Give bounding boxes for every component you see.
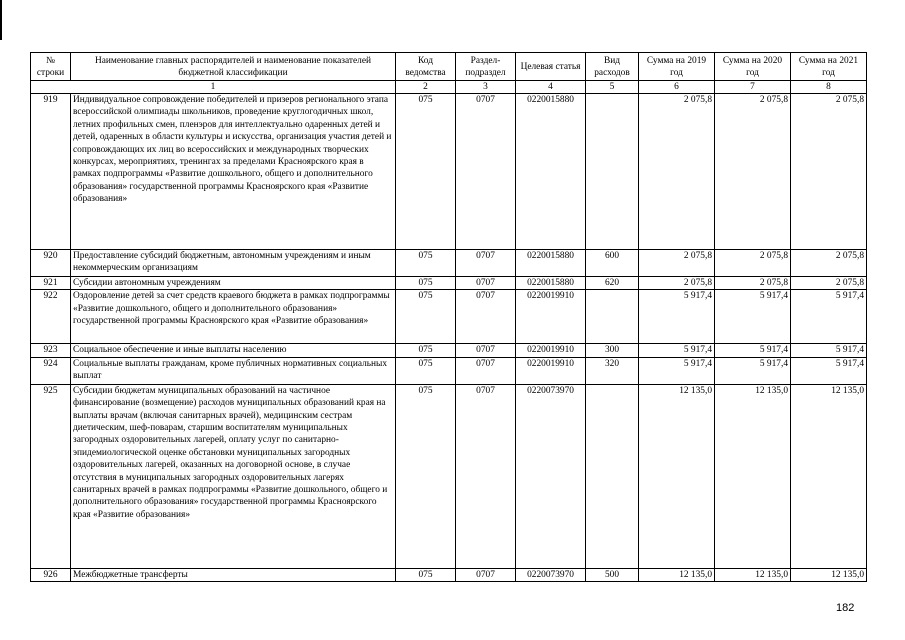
table-row: [31, 357, 867, 384]
header-cell: Вид расходов: [586, 53, 639, 81]
section-code: 0707: [456, 250, 516, 277]
row-name: Субсидии бюджетам муниципальных образований на частичное финансирование (возмещение) расходов муниципальных образований края на выплаты врачам (включая санитарных врачей), медицинским сестрам диетическим, шеф-поварам, старшим воспитателям муниципальных загородных оздоровительных лагерей, оплату услуг по санитарно-эпидемиологической оценке обстановки муниципальных загородных оздоровительных лагерей, оказанных на договорной основе, в случае отсутствия в муниципальных загородных оздоровительных лагерях санитарных врачей в рамках подпрограммы «Развитие дошкольного, общего и дополнительного образования» государственной программы Красноярского края «Развитие образования»: [71, 384, 396, 568]
amount-2020: 2 075,8: [715, 250, 791, 277]
section-code: 0707: [456, 384, 516, 568]
expense-type: [586, 290, 639, 344]
dept-code: 075: [396, 357, 456, 384]
dept-code: 075: [396, 344, 456, 357]
target-code: 0220019910: [516, 344, 586, 357]
row-number: 924: [31, 357, 71, 384]
section-code: 0707: [456, 568, 516, 581]
table-row: [31, 290, 867, 344]
amount-2020: 12 135,0: [715, 384, 791, 568]
table-row: [31, 344, 867, 357]
table-row: [31, 277, 867, 290]
section-code: 0707: [456, 290, 516, 344]
expense-type: [586, 94, 639, 250]
amount-2019: 12 135,0: [639, 384, 715, 568]
row-name: Субсидии автономным учреждениям: [71, 277, 396, 290]
column-number: 8: [791, 81, 867, 94]
target-code: 0220019910: [516, 357, 586, 384]
column-number: 4: [516, 81, 586, 94]
header-cell: Сумма на 2019 год: [639, 53, 715, 81]
target-code: 0220073970: [516, 384, 586, 568]
row-number: 923: [31, 344, 71, 357]
column-number: 5: [586, 81, 639, 94]
column-number: 6: [639, 81, 715, 94]
header-cell: Раздел-подраздел: [456, 53, 516, 81]
row-number: 926: [31, 568, 71, 581]
amount-2021: 5 917,4: [791, 344, 867, 357]
section-code: 0707: [456, 344, 516, 357]
dept-code: 075: [396, 568, 456, 581]
amount-2019: 2 075,8: [639, 277, 715, 290]
row-name: Социальные выплаты гражданам, кроме публичных нормативных социальных выплат: [71, 357, 396, 384]
row-name: Социальное обеспечение и иные выплаты населению: [71, 344, 396, 357]
target-code: 0220019910: [516, 290, 586, 344]
row-number: 922: [31, 290, 71, 344]
expense-type: 500: [586, 568, 639, 581]
budget-table: [30, 52, 867, 582]
dept-code: 075: [396, 94, 456, 250]
row-number: 925: [31, 384, 71, 568]
row-name: Предоставление субсидий бюджетным, автономным учреждениям и иным некоммерческим организациям: [71, 250, 396, 277]
amount-2019: 5 917,4: [639, 357, 715, 384]
table-row: [31, 250, 867, 277]
dept-code: 075: [396, 290, 456, 344]
dept-code: 075: [396, 250, 456, 277]
header-cell: Наименование главных распорядителей и наименование показателей бюджетной классификации: [71, 53, 396, 81]
row-number: 921: [31, 277, 71, 290]
amount-2021: 2 075,8: [791, 250, 867, 277]
amount-2020: 5 917,4: [715, 344, 791, 357]
dept-code: 075: [396, 277, 456, 290]
row-number: 920: [31, 250, 71, 277]
row-name: Оздоровление детей за счет средств краевого бюджета в рамках подпрограммы «Развитие дошкольного, общего и дополнительного образования» государственной программы Красноярского края «Развитие образования»: [71, 290, 396, 344]
amount-2021: 2 075,8: [791, 277, 867, 290]
expense-type: 300: [586, 344, 639, 357]
column-number: 1: [31, 81, 396, 94]
amount-2021: 5 917,4: [791, 357, 867, 384]
amount-2019: 5 917,4: [639, 344, 715, 357]
amount-2019: 2 075,8: [639, 250, 715, 277]
column-number: 2: [396, 81, 456, 94]
target-code: 0220073970: [516, 568, 586, 581]
header-cell: Сумма на 2021 год: [791, 53, 867, 81]
table-row: [31, 568, 867, 581]
header-cell: Целевая статья: [516, 53, 586, 81]
expense-type: 620: [586, 277, 639, 290]
column-number: 3: [456, 81, 516, 94]
target-code: 0220015880: [516, 94, 586, 250]
amount-2021: 12 135,0: [791, 384, 867, 568]
amount-2020: 2 075,8: [715, 277, 791, 290]
amount-2021: 5 917,4: [791, 290, 867, 344]
amount-2020: 5 917,4: [715, 357, 791, 384]
expense-type: 600: [586, 250, 639, 277]
amount-2020: 5 917,4: [715, 290, 791, 344]
section-code: 0707: [456, 94, 516, 250]
amount-2021: 2 075,8: [791, 94, 867, 250]
table-row: [31, 384, 867, 568]
target-code: 0220015880: [516, 277, 586, 290]
column-number: 7: [715, 81, 791, 94]
amount-2019: 12 135,0: [639, 568, 715, 581]
amount-2019: 2 075,8: [639, 94, 715, 250]
header-cell: Сумма на 2020 год: [715, 53, 791, 81]
header-row: [31, 53, 867, 81]
header-cell: № строки: [31, 53, 71, 81]
amount-2019: 5 917,4: [639, 290, 715, 344]
row-name: Межбюджетные трансферты: [71, 568, 396, 581]
amount-2020: 12 135,0: [715, 568, 791, 581]
header-cell: Код ведомства: [396, 53, 456, 81]
expense-type: [586, 384, 639, 568]
margin-line: [0, 0, 2, 40]
expense-type: 320: [586, 357, 639, 384]
row-number: 919: [31, 94, 71, 250]
amount-2021: 12 135,0: [791, 568, 867, 581]
table-row: [31, 94, 867, 250]
column-number-row: [31, 81, 867, 94]
section-code: 0707: [456, 357, 516, 384]
target-code: 0220015880: [516, 250, 586, 277]
dept-code: 075: [396, 384, 456, 568]
page-number: 182: [836, 602, 855, 614]
row-name: Индивидуальное сопровождение победителей и призеров регионального этапа всероссийской олимпиады школьников, проведение круглогодичных школ, летних профильных смен, пленэров для интеллектуально одаренных детей и детей, одаренных в области культуры и искусства, организация участия детей и сопровождающих их лиц во всероссийских и международных творческих конкурсах, мероприятиях, тренингах за пределами Красноярского края в рамках подпрограммы «Развитие дошкольного, общего и дополнительного образования» государственной программы Красноярского края «Развитие образования»: [71, 94, 396, 250]
section-code: 0707: [456, 277, 516, 290]
amount-2020: 2 075,8: [715, 94, 791, 250]
